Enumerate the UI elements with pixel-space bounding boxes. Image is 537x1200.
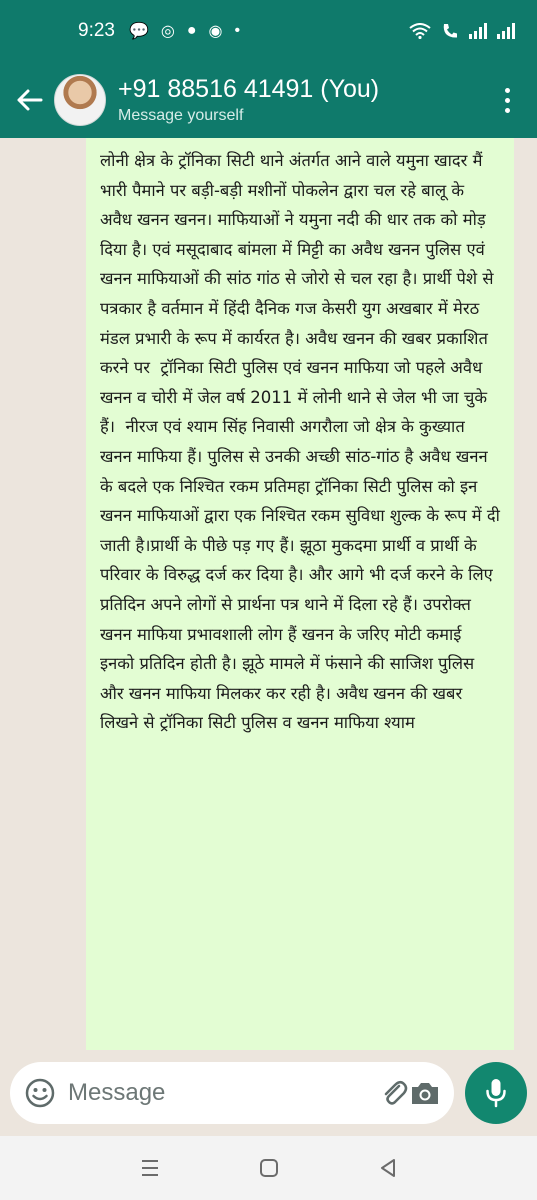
system-status-icons — [409, 22, 515, 40]
recent-apps-button[interactable] — [130, 1148, 170, 1188]
attach-button[interactable] — [378, 1073, 409, 1113]
dot-icon: • — [234, 22, 241, 39]
status-time: 9:23 — [78, 20, 115, 41]
signal-icon-1 — [469, 23, 487, 39]
system-navigation-bar — [0, 1136, 537, 1200]
more-options-button[interactable] — [487, 75, 527, 125]
emoji-icon — [24, 1077, 56, 1109]
chat-header — [0, 62, 537, 138]
notification-icons — [129, 21, 240, 41]
contact-subtitle: Message yourself — [118, 107, 244, 124]
back-button[interactable] — [4, 75, 54, 125]
message-input[interactable] — [68, 1079, 378, 1107]
avatar[interactable] — [54, 74, 106, 126]
globe-notification-icon: ◉ — [208, 23, 223, 40]
emoji-button[interactable] — [24, 1075, 56, 1111]
message-input-container — [10, 1062, 454, 1124]
wifi-icon — [409, 23, 431, 39]
chat-notification-icon: 💬 — [128, 23, 149, 40]
more-vertical-icon — [505, 88, 510, 93]
status-bar — [0, 0, 537, 62]
message-text: लोनी क्षेत्र के ट्रॉनिका सिटी थाने अंतर्गत आने वाले यमुना खादर मैं भारी पैमाने पर बड़ी-बड़ी मशीनों पोकलेन द्वारा चल रहे बालू के अवैध खनन खनन। माफियाओं ने यमुना नदी की धार तक को मोड़ दिया है। एवं मसूदाबाद बांमला में मिट्टी का अवैध खनन पुलिस एवं खनन माफियाओं की सांठ गांठ से जोरो से चल रहा है। प्रार्थी पेशे से पत्रकार है वर्तमान में हिंदी दैनिक गज केसरी युग अखबार में मेरठ मंडल प्रभारी के रूप में कार्यरत है। अवैध खनन की खबर प्रकाशित करने पर ट्रॉनिका सिटी पुलिस एवं खनन माफिया जो पहले अवैध खनन व चोरी में जेल वर्ष 2011 में लोनी थाने से जेल भी जा चुके हैं। नीरज एवं श्याम सिंह निवासी अगरौला जो क्षेत्र के कुख्यात खनन माफिया हैं। पुलिस से उनकी अच्छी सांठ-गांठ है अवैध खनन के बदले एक निश्चित रकम प्रतिमहा ट्रॉनिका सिटी पुलिस को इन खनन माफियाओं द्वारा एक निश्चित रकम सुविधा शुल्क के रूप में दी जाती है।प्रार्थी के पीछे पड़ गए हैं। झूठा मुकदमा प्रार्थी व प्रार्थी के परिवार के विरुद्ध दर्ज कर दिया है। और आगे भी दर्ज करने के लिए प्रतिदिन अपने लोगों से प्रार्थना पत्र थाने में दिला रहे हैं। उपरोक्त खनन माफिया प्रभावशाली लोग हैं खनन के जरिए मोटी कमाई इनको प्रतिदिन होती है। झूठे मामले में फंसाने की साजिश पुलिस और खनन माफिया मिलकर कर रही है। अवैध खनन की खबर लिखने से ट्रॉनिका सिटी पुलिस व खनन माफिया श्याम — [100, 151, 506, 733]
call-icon — [441, 22, 459, 40]
recent-apps-icon — [139, 1158, 161, 1178]
contact-name: +91 88516 41491 (You) — [118, 75, 380, 103]
camera-icon — [410, 1080, 440, 1106]
signal-icon-2 — [497, 23, 515, 39]
contact-info[interactable] — [118, 74, 487, 126]
compose-bar — [0, 1050, 537, 1136]
voice-message-button[interactable] — [465, 1062, 527, 1124]
chat-area[interactable] — [0, 138, 537, 1050]
back-nav-icon — [378, 1157, 398, 1179]
mic-icon — [485, 1078, 507, 1108]
message-bubble[interactable] — [86, 138, 514, 1050]
camera-button[interactable] — [409, 1073, 440, 1113]
home-button[interactable] — [249, 1148, 289, 1188]
back-nav-button[interactable] — [368, 1148, 408, 1188]
attach-icon — [379, 1078, 409, 1108]
home-icon — [258, 1157, 280, 1179]
c-notification-icon: ● — [186, 22, 197, 39]
app-notification-icon: ◎ — [160, 23, 175, 40]
back-arrow-icon — [15, 88, 43, 112]
